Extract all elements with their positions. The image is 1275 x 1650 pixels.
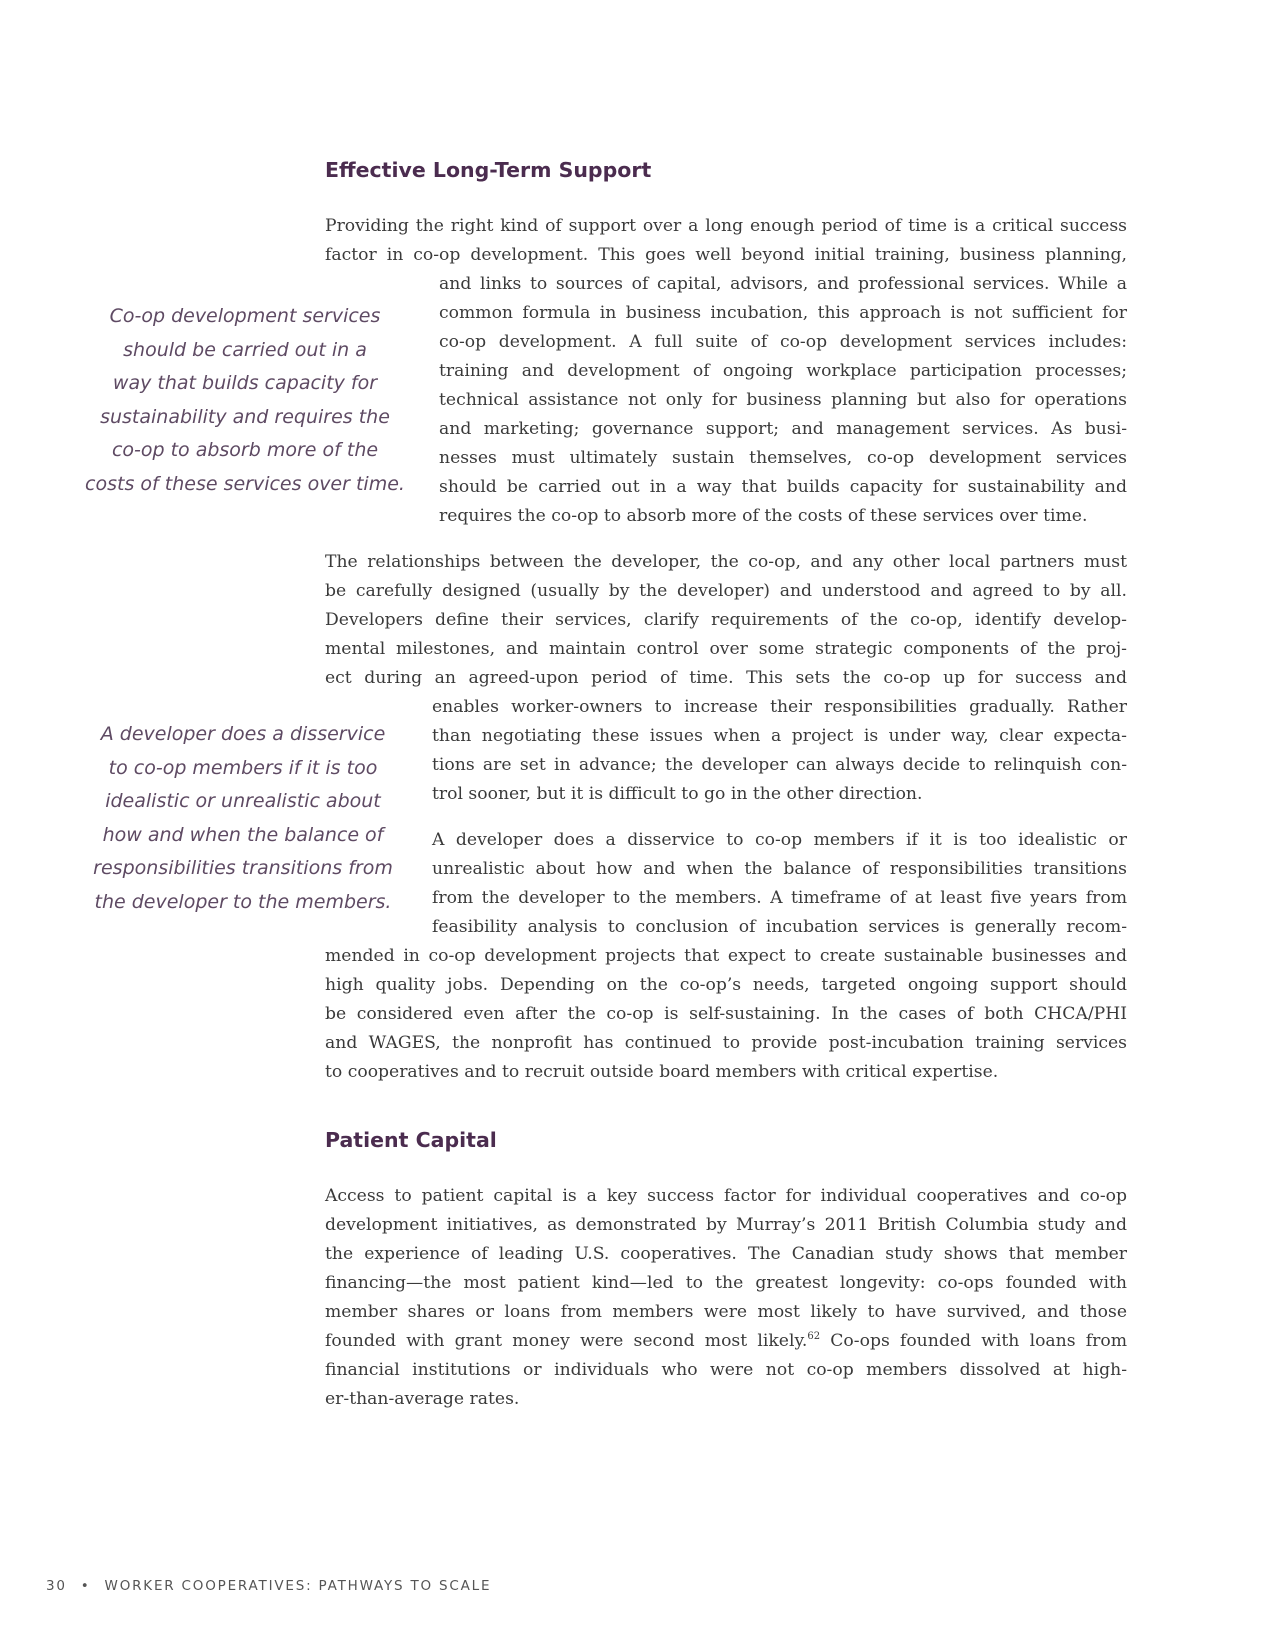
text-line: Developers define their services, clarify requirements of the co-op, identify develop- (325, 610, 1127, 630)
text-line: member shares or loans from members were most likely to have survived, and those (325, 1302, 1127, 1322)
pull-quote-line: idealistic or unrealistic about (105, 790, 381, 812)
text-line: and marketing; governance support; and management services. As busi- (439, 419, 1127, 439)
text-line: Providing the right kind of support over a long enough period of time is a critical success (325, 216, 1127, 236)
body-paragraph (325, 826, 1127, 1087)
text-line: The relationships between the developer, the co-op, and any other local partners must (325, 552, 1127, 572)
footnote-reference[interactable]: 62 (807, 1331, 821, 1342)
page-footer (46, 1578, 491, 1594)
pull-quote-line: to co-op members if it is too (108, 756, 378, 779)
text-segment: founded with grant money were second most likely. (325, 1331, 808, 1351)
text-line: mended in co-op development projects that expect to create sustainable businesses and (325, 946, 1127, 966)
text-line: requires the co-op to absorb more of the costs of these services over time. (439, 506, 1088, 526)
pull-quote-line: sustainability and requires the (100, 405, 390, 428)
text-line: common formula in business incubation, this approach is not sufficient for (439, 303, 1127, 323)
text-line: feasibility analysis to conclusion of incubation services is generally recom- (432, 917, 1127, 937)
text-line: mental milestones, and maintain control over some strategic components of the proj- (325, 639, 1127, 659)
text-line: than negotiating these issues when a project is under way, clear expecta- (432, 726, 1127, 746)
pull-quote (70, 300, 420, 501)
pull-quote-line: co-op to absorb more of the (111, 439, 379, 461)
section-heading-effective-long-term-support: Effective Long-Term Support (325, 158, 652, 182)
pull-quote-line: Co-op development services (109, 305, 381, 327)
text-line: ect during an agreed-upon period of time. This sets the co-op up for success and (325, 668, 1127, 688)
pull-quote-line: responsibilities transitions from (93, 857, 393, 879)
text-line: enables worker-owners to increase their responsibilities gradually. Rather (432, 697, 1127, 717)
text-line: technical assistance not only for business planning but also for operations (439, 390, 1127, 410)
text-line: be considered even after the co-op is self-sustaining. In the cases of both CHCA/PHI (325, 1004, 1127, 1024)
body-paragraph (325, 212, 1127, 531)
text-line-with-footnote (325, 1327, 1127, 1356)
text-line: factor in co-op development. This goes well beyond initial training, business planning, (325, 245, 1127, 265)
running-title: WORKER COOPERATIVES: PATHWAYS TO SCALE (104, 1578, 492, 1594)
text-line: Access to patient capital is a key success factor for individual cooperatives and co-op (325, 1186, 1127, 1206)
text-line: and WAGES, the nonprofit has continued to provide post-incubation training services (325, 1033, 1127, 1053)
body-paragraph (325, 548, 1127, 809)
text-line: should be carried out in a way that builds capacity for sustainability and (439, 477, 1127, 497)
text-line: nesses must ultimately sustain themselves, co-op development services (439, 448, 1127, 468)
text-line: and links to sources of capital, advisors, and professional services. While a (439, 274, 1127, 294)
text-segment: Co-ops founded with loans from (820, 1331, 1127, 1351)
bullet-separator-icon: • (80, 1578, 91, 1594)
text-line: the experience of leading U.S. cooperatives. The Canadian study shows that member (325, 1244, 1127, 1264)
pull-quote-line: should be carried out in a (123, 338, 367, 361)
text-line: from the developer to the members. A timeframe of at least five years from (432, 888, 1127, 908)
section-heading-patient-capital: Patient Capital (325, 1128, 497, 1152)
text-line: trol sooner, but it is difficult to go in the other direction. (432, 784, 923, 804)
text-line: financial institutions or individuals who were not co-op members dissolved at high- (325, 1360, 1127, 1380)
text-line: high quality jobs. Depending on the co-op’s needs, targeted ongoing support should (325, 975, 1127, 995)
pull-quote-line: A developer does a disservice (100, 723, 386, 745)
text-line: training and development of ongoing workplace participation processes; (439, 361, 1127, 381)
body-paragraph (325, 1182, 1127, 1414)
text-line: to cooperatives and to recruit outside board members with critical expertise. (325, 1062, 999, 1082)
text-line: be carefully designed (usually by the developer) and understood and agreed to by all. (325, 581, 1127, 601)
text-line: er-than-average rates. (325, 1389, 520, 1409)
pull-quote-line: how and when the balance of (102, 823, 384, 846)
text-line: co-op development. A full suite of co-op development services includes: (439, 332, 1127, 352)
pull-quote-line: costs of these services over time. (85, 472, 405, 495)
text-line: financing—the most patient kind—led to the greatest longevity: co-ops founded with (325, 1273, 1127, 1293)
text-line: tions are set in advance; the developer can always decide to relinquish con- (432, 755, 1127, 775)
text-line: unrealistic about how and when the balance of responsibilities transitions (432, 859, 1127, 879)
page-number: 30 (46, 1578, 67, 1594)
text-line: development initiatives, as demonstrated by Murray’s 2011 British Columbia study and (325, 1215, 1127, 1235)
text-line: A developer does a disservice to co-op members if it is too idealistic or (432, 830, 1127, 850)
pull-quote-line: the developer to the members. (94, 890, 392, 913)
pull-quote-line: way that builds capacity for (112, 372, 378, 394)
